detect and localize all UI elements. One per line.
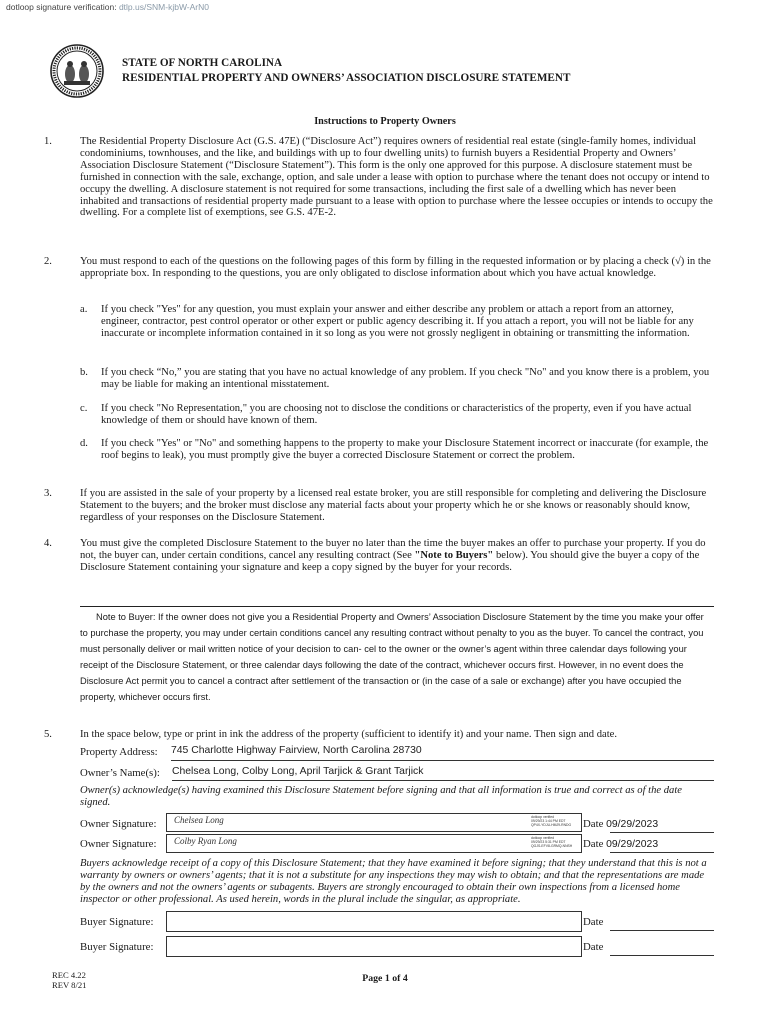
instruction-item — [80, 538, 714, 574]
item-number: 1. — [44, 136, 52, 147]
revision-code: REC 4.22 — [52, 970, 86, 980]
nc-state-seal-logo — [50, 44, 104, 98]
stamp-line: dotloop verified — [531, 815, 554, 819]
stamp-line: dotloop verified — [531, 836, 554, 840]
buyer-signature-box-2[interactable] — [166, 936, 582, 957]
owner-names-label: Owner’s Name(s): — [80, 767, 160, 779]
owner-signature-1: Chelsea Long — [174, 815, 224, 825]
date-underline — [610, 852, 714, 853]
instruction-subitem: If you check "Yes" or "No" and something happens to the property to make your Disclosure Statement incorrect or inaccurate (for example, the roof begins to leak), you must promptly give the buyer a corrected Disclosure Statement or correct the problem. — [101, 438, 709, 461]
note-to-buyer — [80, 609, 708, 706]
subitem-letter: a. — [80, 304, 88, 315]
owner-signature-box[interactable] — [166, 834, 582, 853]
property-address-label: Property Address: — [80, 746, 158, 758]
buyer-signature-box-1[interactable] — [166, 911, 582, 932]
stamp-line: QGJS-EFV8-GRMQ-NNSH — [531, 844, 573, 848]
date-underline — [610, 832, 714, 833]
instruction-subitem: If you check “No,” you are stating that you have no actual knowledge of any problem. If you check "No" and you know there is a problem, you may be liable for making an intentional misstatement. — [101, 367, 710, 390]
buyer-signature-label: Buyer Signature: — [80, 941, 154, 953]
note-to-buyers-reference: "Note to Buyers" — [414, 549, 494, 561]
buyer-acknowledgment: Buyers acknowledge receipt of a copy of this Disclosure Statement; that they have examined it before signing; that they understand that this is not a warranty by owners or owners’ agents; that it is not a substitute for any inspections they may wish to obtain; and that the representations are made by the owners and not the owners’ agents or subagents. Buyers are strongly encouraged to obtain their own inspections from a licensed home inspector or other professional. As used herein, words in the plural include the singular, as appropriate. — [80, 858, 707, 905]
owner-date-value[interactable]: 09/29/2023 — [606, 819, 659, 830]
owner-acknowledgment: Owner(s) acknowledge(s) having examined this Disclosure Statement before signing and that all information is true and correct as of the date signed. — [80, 785, 682, 808]
verification-label: dotloop signature verification: — [6, 2, 117, 12]
subitem-letter: c. — [80, 403, 88, 414]
dotloop-stamp — [531, 836, 579, 848]
instruction-item: You must respond to each of the questions on the following pages of this form by filling in the requested information or by placing a check (√) in the appropriate box. In responding to the questions, you are only obligated to disclose information about which you have actual knowledge. — [80, 256, 711, 279]
owner-date-value[interactable]: 09/29/2023 — [606, 839, 659, 850]
verification-link[interactable]: dtlp.us/SNM-kjbW-ArN0 — [118, 2, 210, 12]
instruction-item: In the space below, type or print in ink the address of the property (sufficient to identify it) and your name. Then sign and date. — [80, 729, 617, 740]
note-body: the time you make your offer to purchase the property, you may under certain conditions cancel any resulting contract without penalty to you as the buyer. To cancel the contract, you must personally deliver or mail written notice of your decision to can- cel to the owner or the owner’s agent within three calendar days following your receipt of the Disclosure Statement, or three calendar days following the date of the contract, whichever occurs first. However, in no event does the Disclosure Act permit you to cancel a contract after settlement of the transaction or (in the case of a sale or exchange) after you have occupied the property, whichever occurs first. — [80, 612, 704, 703]
owner-names-underline — [172, 780, 714, 781]
item-number: 3. — [44, 488, 52, 499]
buyer-date-field-2[interactable] — [610, 955, 714, 956]
stamp-line: 09/29/23 5:31 PM EDT — [531, 840, 566, 844]
page-number: Page 1 of 4 — [362, 973, 408, 984]
instruction-item: The Residential Property Disclosure Act (G.S. 47E) (“Disclosure Act”) requires owners of residential real estate (single-family homes, individual condominiums, townhouses, and the like, and buildings with up to four dwelling units) to furnish buyers a Residential Property and Owners’ Association Disclosure Statement (“Disclosure Statement”). This form is the only one approved for this purpose. A disclosure statement must be furnished in connection with the sale, exchange, option, and sale under a lease with option to purchase where the tenant does not occupy or intend to occupy the dwelling. A disclosure statement is not required for some transactions, including the first sale of a dwelling which has never been inhabited and transactions of residential property made pursuant to a lease with option to purchase where the lessee occupies or intends to occupy the dwelling. For a complete list of exemptions, see G.S. 47E-2. — [80, 136, 713, 219]
item-4-text-after: below). You should give the buyer a copy of the Disclosure Statement containing your signature and keep a copy signed by the buyer for your records. — [80, 549, 700, 573]
item-number: 5. — [44, 729, 52, 740]
property-address-underline — [171, 760, 714, 761]
date-label: Date — [583, 818, 604, 830]
owner-signature-box[interactable] — [166, 813, 582, 832]
owner-signature-label: Owner Signature: — [80, 818, 157, 830]
owner-date-1 — [583, 818, 658, 830]
instruction-item: If you are assisted in the sale of your property by a licensed real estate broker, you are still responsible for completing and delivering the Disclosure Statement to the buyers; and the broker must disclose any material facts about your property which he or she knows or reasonably should know, regardless of your responses on the Disclosure Statement. — [80, 488, 707, 523]
stamp-line: QP4X-YDJU-HMJ9-RNDG — [531, 823, 572, 827]
owner-signature-label: Owner Signature: — [80, 838, 157, 850]
owner-date-2 — [583, 838, 658, 850]
note-divider — [80, 606, 714, 607]
revision-date: REV 8/21 — [52, 980, 87, 990]
header-title: RESIDENTIAL PROPERTY AND OWNERS’ ASSOCIATION DISCLOSURE STATEMENT — [122, 72, 571, 84]
header-state: STATE OF NORTH CAROLINA — [122, 57, 283, 69]
instructions-title: Instructions to Property Owners — [314, 116, 456, 127]
instruction-subitem: If you check "Yes" for any question, you must explain your answer and either describe any problem or attach a report from an attorney, engineer, contractor, pest control operator or other expert or public agency describing it. If you attach a report, you will not be liable for any inaccurate or incomplete information contained in it so long as you were not grossly negligent in obtaining or transmitting the information. — [101, 304, 694, 339]
owner-signature-2: Colby Ryan Long — [174, 836, 237, 846]
note-first-line: Note to Buyer: If the owner does not give you a Residential Property and Owners’ Association Disclosure Statement by — [96, 612, 584, 622]
buyer-date-label: Date — [583, 941, 604, 953]
item-number: 2. — [44, 256, 52, 267]
subitem-letter: b. — [80, 367, 88, 378]
stamp-line: 09/29/23 1:44 PM EDT — [531, 819, 566, 823]
subitem-letter: d. — [80, 438, 88, 449]
instruction-subitem: If you check "No Representation," you are choosing not to disclose the conditions or characteristics of the property, even if you have actual knowledge of them or should have known of them. — [101, 403, 692, 426]
item-4-text-before: You must give the completed Disclosure Statement to the buyer no later than the time the buyer makes an offer to purchase your property. If you do not, the buyer can, under certain conditions, cancel any resulting contract (See — [80, 538, 706, 561]
buyer-signature-label: Buyer Signature: — [80, 916, 154, 928]
buyer-date-label: Date — [583, 916, 604, 928]
buyer-date-field-1[interactable] — [610, 930, 714, 931]
date-label: Date — [583, 838, 604, 850]
item-number: 4. — [44, 538, 52, 549]
dotloop-verification — [6, 2, 209, 12]
form-header — [122, 56, 570, 86]
property-address-field[interactable]: 745 Charlotte Highway Fairview, North Carolina 28730 — [171, 745, 422, 756]
owner-names-field[interactable]: Chelsea Long, Colby Long, April Tarjick & Grant Tarjick — [172, 766, 424, 777]
dotloop-stamp — [531, 815, 579, 827]
